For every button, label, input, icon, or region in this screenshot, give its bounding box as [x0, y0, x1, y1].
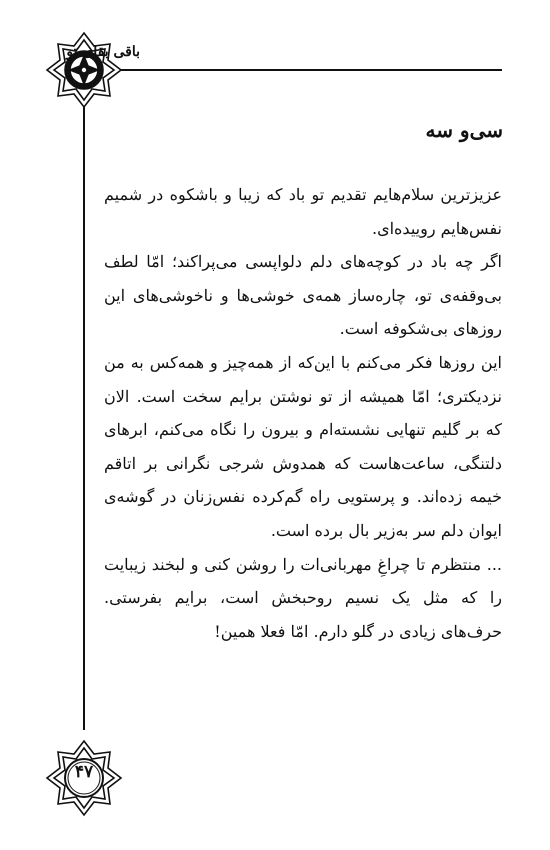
paragraph: ... منتظرم تا چراغِ مهربانی‌ات را روشن کنی و لبخند زیبایت را که مثل یک نسیم روحبخش است، برایم بفرستی. حرف‌های زیادی در گلو دارم. امّا فعلا همین! [104, 554, 502, 641]
header-rule [84, 69, 502, 71]
rosette-ornament-icon [44, 30, 124, 110]
body-text [104, 178, 502, 648]
page-number: ۴۷ [74, 762, 94, 782]
margin-rule [83, 70, 85, 730]
paragraph: عزیزترین سلام‌هایم تقدیم تو باد که زیبا و باشکوه در شمیم نفس‌هایم روییده‌ای. [104, 185, 502, 238]
chapter-heading: سی‌و سه [425, 118, 503, 142]
book-title: باقی بقای تو [66, 44, 140, 60]
paragraph: اگر چه باد در کوچه‌های دلم دلواپسی می‌پراکند؛ امّا لطف بی‌وقفه‌ی تو، چاره‌ساز همه‌ی خوشی‌ها و ناخوشی‌های این روزهای بی‌شکوفه است. [104, 252, 503, 339]
paragraph: این روزها فکر می‌کنم با این‌که از همه‌چیز و همه‌کس به من نزدیکتری؛ امّا همیشه از تو نوشتن برایم سخت است. الان که بر گلیم تنهایی نشسته‌ام و بیرون را نگاه می‌کنم، ابرهای دلتنگی، ساعت‌هاست که همدوش شرجی نگرانی بر اتاقم خیمه زده‌اند. و پرستویی راه گم‌کرده نفس‌زنان در گوشه‌ی ایوان دلم سر به‌زیر بال برده است. [104, 352, 502, 540]
